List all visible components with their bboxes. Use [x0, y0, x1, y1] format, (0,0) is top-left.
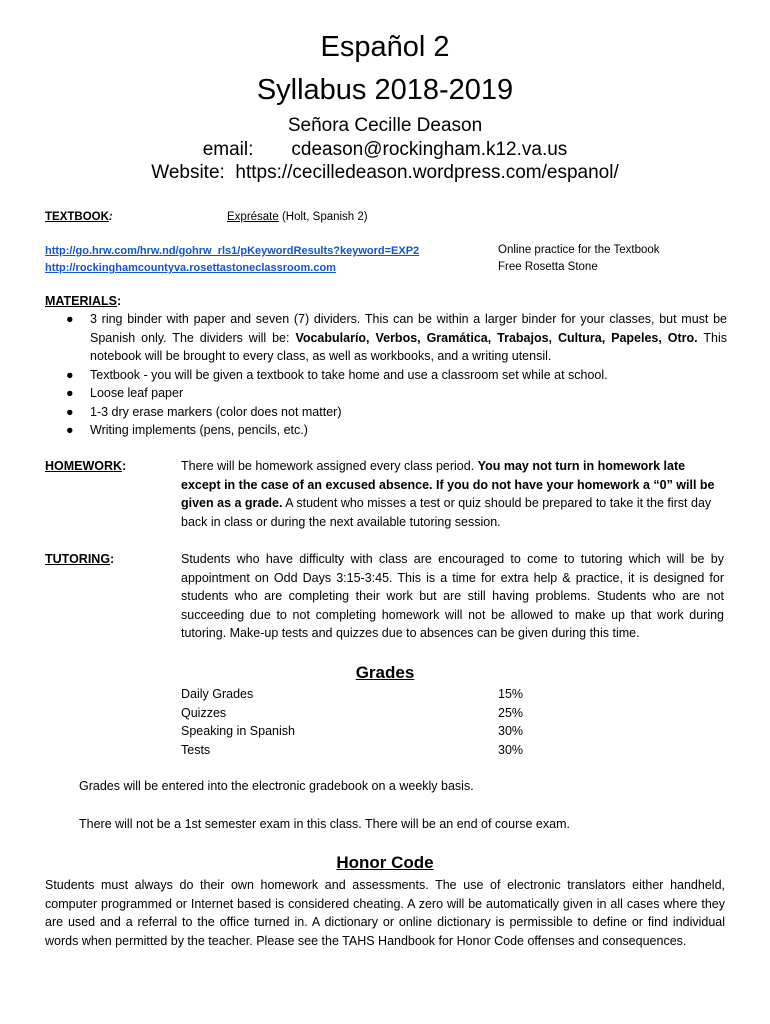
textbook-link-1-desc: Online practice for the Textbook	[498, 244, 660, 256]
honor-code-heading: Honor Code	[336, 853, 434, 872]
gradebook-note: Grades will be entered into the electronic gradebook on a weekly basis.	[79, 779, 474, 793]
homework-text: There will be homework assigned every class period. You may not turn in homework late except in the case of an excused absence. If you do not have your homework a “0” will be given as a grade. A student who misses a test or quiz should be prepared to take it the first day back in class or during the next available tutoring session.	[181, 459, 715, 529]
grade-row	[181, 722, 531, 741]
email-label: email:	[202, 139, 254, 160]
materials-item: ● Writing implements (pens, pencils, etc.)	[66, 423, 308, 437]
tutoring-text: Students who have difficulty with class are encouraged to come to tutoring which will be by appointment on Odd Days 3:15-3:45. This is a time for extra help & practice, it is designed for students who are completing their work but are still having problems. Students who are not succeeding due to not completing homework will not be allowed to make up that work during tutoring. Make-up tests and quizzes due to absences can be given during this time.	[181, 552, 724, 640]
textbook-detail: (Holt, Spanish 2)	[278, 211, 368, 223]
textbook-link-online-practice[interactable]: http://go.hrw.com/hrw.nd/gohrw_rls1/pKeywordResults?keyword=EXP2	[45, 245, 420, 257]
grade-row	[181, 741, 531, 760]
textbook-link-1-wrap	[45, 242, 419, 259]
textbook-name: Exprésate	[227, 211, 279, 223]
email-address[interactable]: cdeason@rockingham.k12.va.us	[291, 139, 568, 160]
materials-list	[45, 310, 727, 440]
textbook-link-2-wrap	[45, 259, 336, 276]
tutoring-label: TUTORING	[45, 552, 111, 566]
grade-category: Speaking in Spanish	[181, 724, 295, 738]
textbook-link-2-desc: Free Rosetta Stone	[498, 261, 598, 273]
textbook-title	[227, 209, 368, 225]
email-line	[0, 138, 770, 161]
homework-label: HOMEWORK	[45, 459, 123, 473]
website-url[interactable]: https://cecilledeason.wordpress.com/espanol/	[235, 162, 619, 183]
materials-heading: MATERIALS:	[45, 294, 122, 308]
teacher-name: Señora Cecille Deason	[287, 115, 483, 136]
grade-percent: 15%	[498, 687, 524, 701]
homework-heading: HOMEWORK:	[45, 459, 127, 473]
grade-category: Daily Grades	[181, 687, 254, 701]
homework-policy: You may not turn in homework late except in the case of an excused absence. If you do not have your homework a “0” will be given as a grade.	[181, 459, 715, 510]
materials-item: ● 1-3 dry erase markers (color does not matter)	[66, 404, 342, 419]
materials-item: ● Loose leaf paper	[66, 386, 184, 400]
website-line	[0, 161, 770, 184]
materials-item: ● Textbook - you will be given a textbook to take home and use a classroom set while at school.	[66, 367, 608, 382]
materials-label: MATERIALS	[45, 294, 117, 308]
syllabus-title: Syllabus 2018-2019	[256, 74, 514, 106]
materials-item-binder: ● 3 ring binder with paper and seven (7) dividers. This can be within a larger binder for your classes, but must be Spanish only. The dividers will be: Vocabularío, Verbos, Gramática, Trabajos, Cultura, Papeles, Otro. This notebook will be brought to every class, as well as workbooks, and a writing utensil.	[66, 312, 727, 363]
grade-row	[181, 704, 531, 723]
grade-category: Tests	[181, 743, 211, 757]
grade-percent: 30%	[498, 724, 524, 738]
grades-heading: Grades	[355, 663, 415, 682]
textbook-link-rosetta-stone[interactable]: http://rockinghamcountyva.rosettastoneclassroom.com	[45, 262, 336, 274]
textbook-label: TEXTBOOK	[45, 211, 109, 223]
grade-percent: 30%	[498, 743, 524, 757]
divider-names: Vocabularío, Verbos, Gramática, Trabajos, Cultura, Papeles, Otro.	[295, 330, 698, 345]
tutoring-heading: TUTORING:	[45, 552, 115, 566]
course-title: Español 2	[320, 31, 450, 63]
textbook-heading: TEXTBOOK:	[45, 211, 113, 223]
honor-code-text: Students must always do their own homework and assessments. The use of electronic translators either handheld, computer programmed or Internet based is considered cheating. A zero will be automatically given in all cases where they are used and a referral to the office turned in. A dictionary or online dictionary is permissible to define or find individual words when permitted by the teacher. Please see the TAHS Handbook for Honor Code offenses and consequences.	[45, 878, 725, 948]
grade-category: Quizzes	[181, 706, 227, 720]
website-label: Website:	[151, 162, 225, 183]
grade-row	[181, 685, 531, 704]
grade-percent: 25%	[498, 706, 524, 720]
exam-note: There will not be a 1st semester exam in this class. There will be an end of course exam.	[79, 817, 570, 831]
